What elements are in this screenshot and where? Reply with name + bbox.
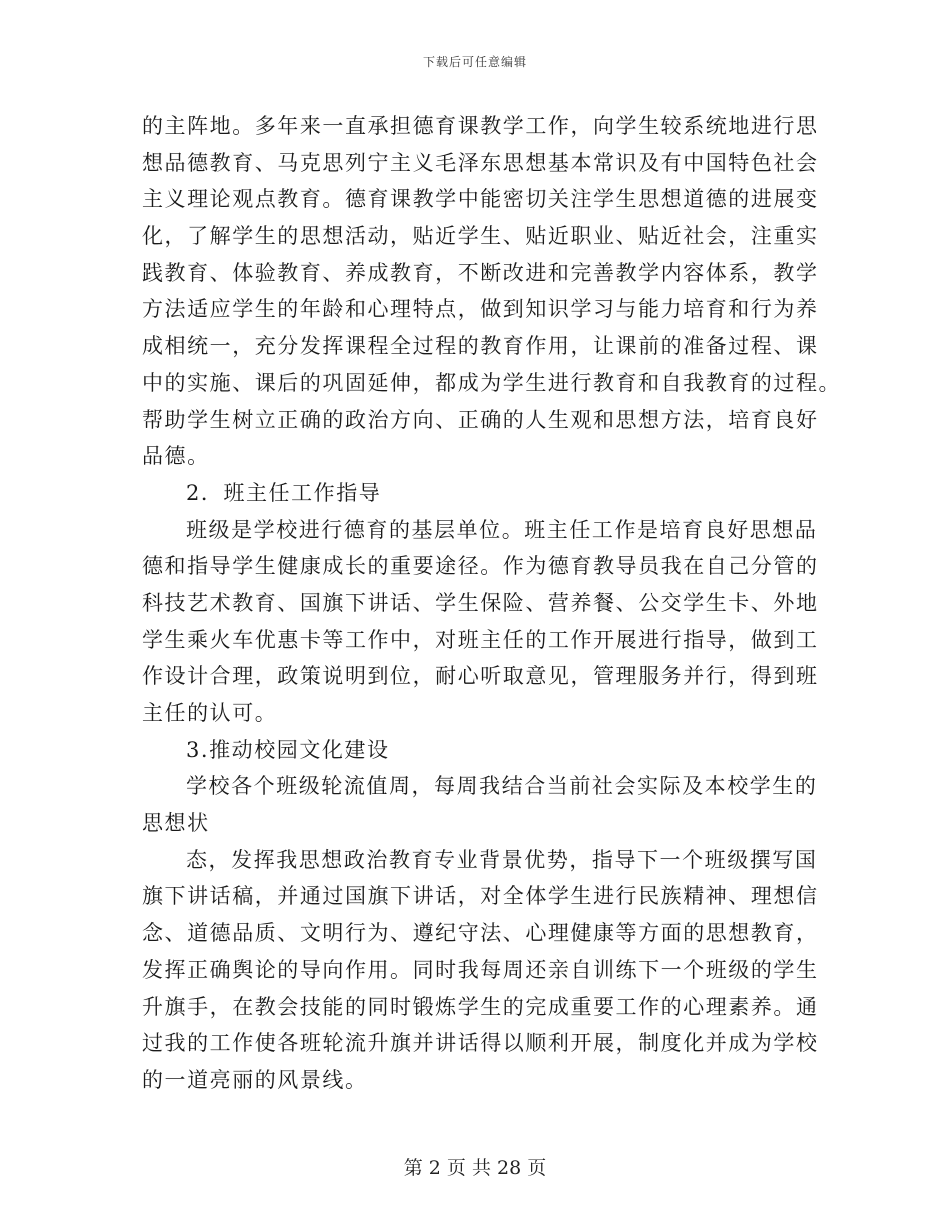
text-line: 主任的认可。 bbox=[142, 701, 278, 725]
heading-text: 3.推动校园文化建设 bbox=[186, 737, 390, 762]
total-label: 共 bbox=[471, 1157, 491, 1179]
text-line: 过我的工作使各班轮流升旗并讲话得以顺利开展，制度化并成为学校 bbox=[142, 1031, 819, 1056]
text-line: 成相统一，充分发挥课程全过程的教育作用，让课前的准备过程、课 bbox=[142, 334, 819, 359]
text-line: 的主阵地。多年来一直承担德育课教学工作，向学生较系统地进行思 bbox=[142, 114, 819, 138]
paragraph bbox=[142, 768, 818, 841]
section-heading bbox=[142, 732, 818, 769]
text-line: 学生乘火车优惠卡等工作中，对班主任的工作开展进行指导，做到工 bbox=[142, 627, 819, 652]
text-line: 品德。 bbox=[142, 444, 210, 469]
page-unit: 页 bbox=[446, 1157, 466, 1179]
text-line: 帮助学生树立正确的政治方向、正确的人生观和思想方法，培育良好 bbox=[142, 407, 819, 432]
text-line: 班级是学校进行德育的基层单位。班主任工作是培育良好思想品 bbox=[186, 517, 818, 542]
text-line: 主义理论观点教育。德育课教学中能密切关注学生思想道德的进展变 bbox=[142, 187, 819, 212]
text-line: 念、道德品质、文明行为、遵纪守法、心理健康等方面的思想教育， bbox=[142, 921, 819, 946]
text-line: 中的实施、课后的巩固延伸，都成为学生进行教育和自我教育的过程。 bbox=[142, 370, 842, 395]
text-line: 想品德教育、马克思列宁主义毛泽东思想基本常识及有中国特色社会 bbox=[142, 150, 819, 175]
text-line: 思想状 bbox=[142, 811, 210, 836]
text-line: 践教育、体验教育、养成教育，不断改进和完善教学内容体系，教学 bbox=[142, 260, 819, 285]
text-line: 化，了解学生的思想活动，贴近学生、贴近职业、贴近社会，注重实 bbox=[142, 224, 819, 249]
total-pages: 28 bbox=[497, 1157, 522, 1179]
total-unit: 页 bbox=[527, 1157, 547, 1179]
page-footer bbox=[0, 1153, 950, 1180]
text-line: 学校各个班级轮流值周，每周我结合当前社会实际及本校学生的 bbox=[186, 774, 818, 799]
text-line: 德和指导学生健康成长的重要途径。作为德育教导员我在自己分管的 bbox=[142, 554, 819, 579]
paragraph bbox=[142, 842, 818, 1099]
paragraph bbox=[142, 108, 842, 475]
page-number: 2 bbox=[428, 1157, 441, 1179]
text-line: 升旗手，在教会技能的同时锻炼学生的完成重要工作的心理素养。通 bbox=[142, 994, 819, 1019]
section-heading bbox=[142, 475, 818, 512]
document-body bbox=[142, 108, 842, 1099]
paragraph bbox=[142, 512, 818, 732]
text-line: 科技艺术教育、国旗下讲话、学生保险、营养餐、公交学生卡、外地 bbox=[142, 590, 819, 615]
text-line: 发挥正确舆论的导向作用。同时我每周还亲自训练下一个班级的学生 bbox=[142, 957, 819, 982]
text-line: 作设计合理，政策说明到位，耐心听取意见，管理服务并行，得到班 bbox=[142, 664, 819, 689]
page-label: 第 bbox=[403, 1157, 423, 1179]
page-header: 下载后可任意编辑 bbox=[422, 55, 527, 69]
text-line: 方法适应学生的年龄和心理特点，做到知识学习与能力培育和行为养 bbox=[142, 297, 819, 322]
text-line: 旗下讲话稿，并通过国旗下讲话，对全体学生进行民族精神、理想信 bbox=[142, 884, 819, 909]
heading-text: 2．班主任工作指导 bbox=[186, 480, 382, 505]
text-line: 的一道亮丽的风景线。 bbox=[142, 1067, 368, 1092]
text-line: 态，发挥我思想政治教育专业背景优势，指导下一个班级撰写国 bbox=[186, 847, 818, 872]
